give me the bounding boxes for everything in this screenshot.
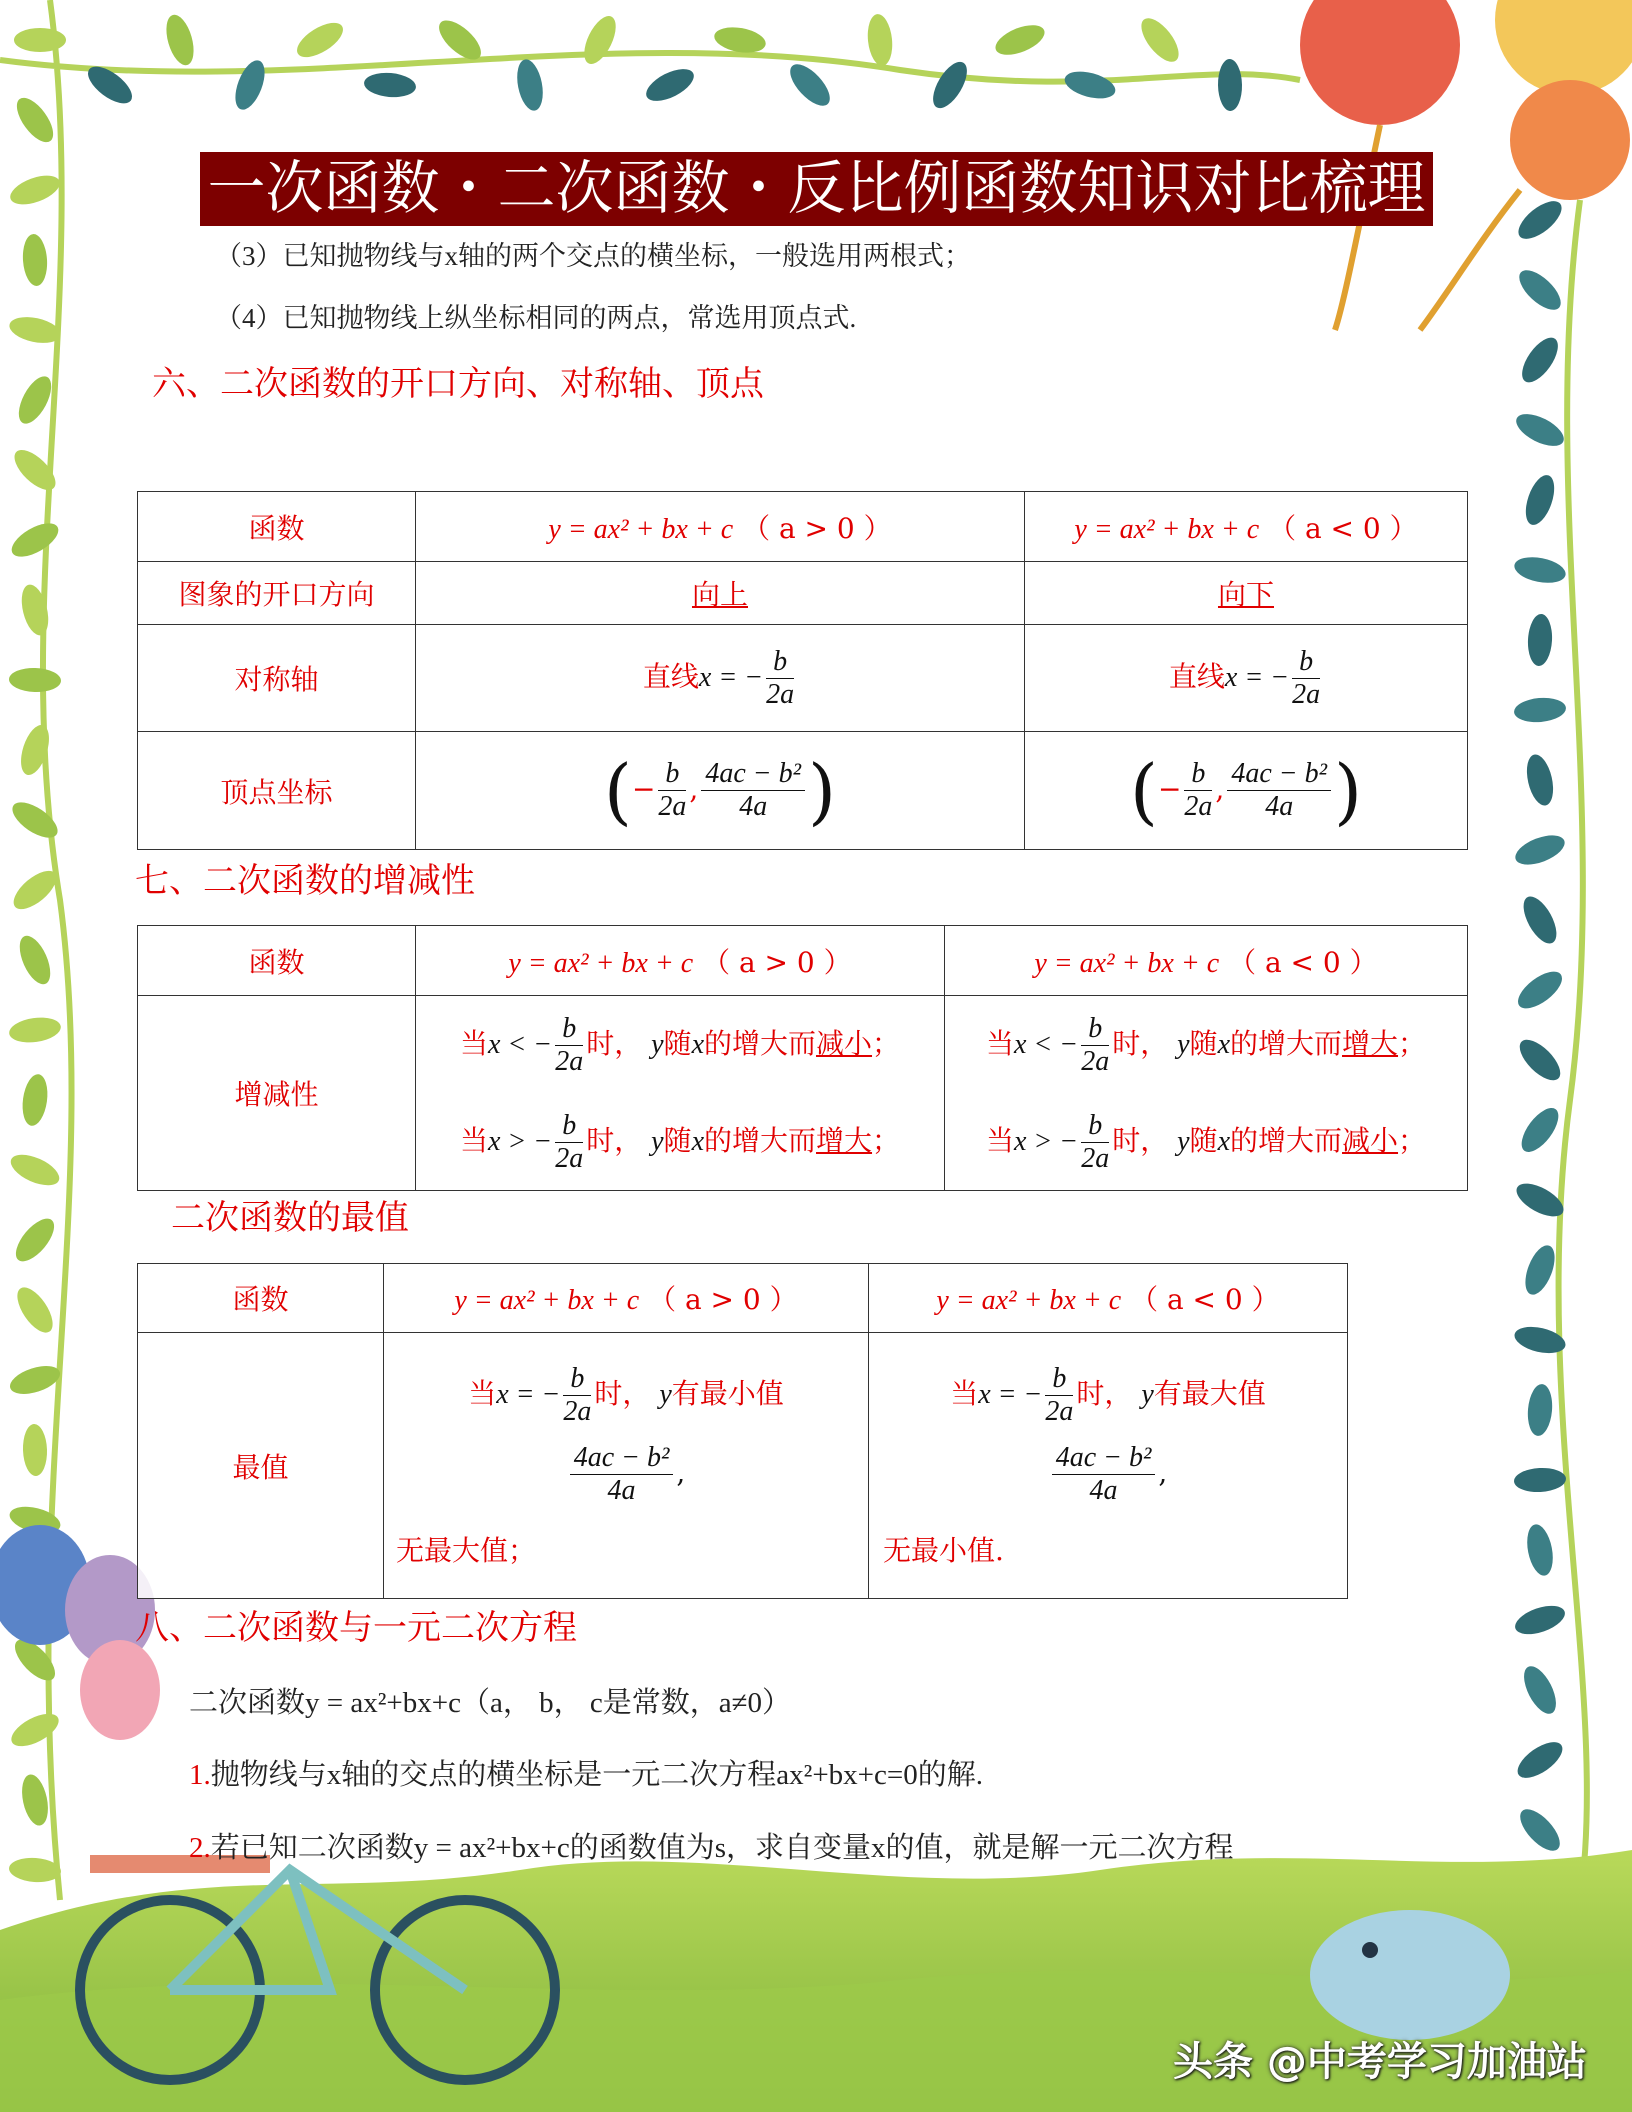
- header-formula-pos: y = ax² + bx + c （ a > 0 ）: [416, 926, 945, 996]
- section-7-heading: 七、二次函数的增减性: [135, 863, 475, 900]
- monotonic-neg: 当x < − $\frac{b}{2a}$ 时， y随x的增大而增大； 当x > − $\frac{b}{2a}$ 时， y随x的增大而减小；: [945, 996, 1468, 1191]
- leaf-decoration: [22, 1424, 48, 1477]
- table-opening-axis-vertex: [137, 491, 1468, 850]
- leaf-decoration: [21, 233, 49, 287]
- open-down: 向下: [1025, 562, 1468, 625]
- watermark: 头条 @中考学习加油站: [1173, 2039, 1587, 2085]
- leaf-decoration: [1515, 1102, 1565, 1158]
- leaf-decoration: [161, 12, 198, 69]
- leaf-decoration: [991, 19, 1048, 61]
- leaf-decoration: [292, 16, 349, 64]
- section-max-heading: 二次函数的最值: [171, 1200, 409, 1237]
- intro-line-4: （4）已知抛物线上纵坐标相同的两点，常选用顶点式.: [215, 303, 857, 333]
- header-formula-neg: y = ax² + bx + c （ a < 0 ）: [869, 1264, 1348, 1333]
- row-label: 增减性: [138, 996, 416, 1191]
- header-formula-neg: y = ax² + bx + c （ a < 0 ）: [1025, 492, 1468, 562]
- leaf-decoration: [1135, 12, 1186, 68]
- leaf-decoration: [1512, 1600, 1569, 1640]
- leaf-decoration: [6, 1148, 63, 1191]
- row-label: 对称轴: [138, 625, 416, 732]
- leaf-decoration: [1518, 1661, 1563, 1718]
- table-row: [138, 562, 1468, 625]
- leaf-decoration: [1062, 67, 1118, 104]
- section-8-item-2: 2.若已知二次函数y = ax²+bx+c的函数值为s，求自变量x的值，就是解一元二次方程: [189, 1832, 1234, 1864]
- leaf-decoration: [11, 1282, 60, 1339]
- section-8-item-1: 1.抛物线与x轴的交点的横坐标是一元二次方程ax²+bx+c=0的解.: [189, 1759, 984, 1791]
- leaf-decoration: [9, 1212, 61, 1267]
- table-row: [138, 996, 1468, 1191]
- intro-line-3: （3）已知抛物线与x轴的两个交点的横坐标，一般选用两根式；: [215, 241, 971, 271]
- bird-illustration: [1310, 1910, 1510, 2040]
- leaf-decoration: [1513, 696, 1567, 724]
- leaf-decoration: [17, 582, 53, 638]
- table-extreme-values: [137, 1263, 1348, 1599]
- extreme-neg: 当x = − $\frac{b}{2a}$ 时， y有最大值 $\frac{\text{4ac − b²}}{4a}$ , 无最小值.: [869, 1333, 1348, 1599]
- table-monotonicity: [137, 925, 1468, 1191]
- leaf-decoration: [1517, 891, 1563, 948]
- leaf-decoration: [1520, 472, 1560, 529]
- leaf-decoration: [1218, 59, 1243, 111]
- leaf-decoration: [363, 71, 417, 99]
- header-formula-pos: y = ax² + bx + c （ a > 0 ）: [384, 1264, 869, 1333]
- leaf-decoration: [1513, 1803, 1566, 1857]
- header-label: 函数: [138, 492, 416, 562]
- leaf-decoration: [926, 57, 973, 114]
- leaf-decoration: [1515, 332, 1564, 388]
- leaf-decoration: [1527, 613, 1554, 666]
- header-label: 函数: [138, 926, 416, 996]
- leaf-decoration: [13, 931, 56, 988]
- section-8-heading: 八、二次函数与一元二次方程: [135, 1610, 577, 1647]
- leaf-decoration: [7, 796, 64, 845]
- leaf-decoration: [1523, 1522, 1556, 1578]
- leaf-decoration: [578, 11, 622, 68]
- section-6-heading: 六、二次函数的开口方向、对称轴、顶点: [152, 366, 764, 403]
- table-row: [138, 732, 1468, 850]
- header-formula-pos: y = ax² + bx + c （ a > 0 ）: [416, 492, 1025, 562]
- leaf-decoration: [7, 1361, 64, 1400]
- leaf-decoration: [783, 58, 836, 112]
- axis-pos: 直线x = − $\frac{b}{2a}$: [416, 625, 1025, 732]
- header-label: 函数: [138, 1264, 384, 1333]
- leaf-decoration: [865, 13, 894, 67]
- leaf-decoration: [641, 63, 698, 108]
- vertex-neg: (− $\frac{b}{2a}$ , $\frac{\text{4ac − b²}}{4a}$ ): [1025, 732, 1468, 850]
- table-row: [138, 926, 1468, 996]
- leaf-decoration: [6, 170, 63, 210]
- table-row: [138, 492, 1468, 562]
- table-row: [138, 1264, 1348, 1333]
- leaf-decoration: [1511, 829, 1568, 870]
- leaf-decoration: [10, 92, 60, 148]
- leaf-decoration: [1513, 263, 1567, 316]
- open-up: 向上: [416, 562, 1025, 625]
- axis-neg: 直线x = − $\frac{b}{2a}$: [1025, 625, 1468, 732]
- monotonic-pos: 当x < − $\frac{b}{2a}$ 时， y随x的增大而减小； 当x > − $\frac{b}{2a}$ 时， y随x的增大而增大；: [416, 996, 945, 1191]
- section-8-intro: 二次函数y = ax²+bx+c（a， b， c是常数，a≠0）: [189, 1687, 792, 1719]
- leaf-decoration: [19, 1073, 50, 1128]
- leaf-decoration: [229, 56, 270, 113]
- leaf-decoration: [1522, 752, 1557, 808]
- row-label: 顶点坐标: [138, 732, 416, 850]
- vertex-pos: (− $\frac{b}{2a}$ , $\frac{\text{4ac − b²}}{4a}$ ): [416, 732, 1025, 850]
- leaf-decoration: [1512, 553, 1568, 586]
- leaf-decoration: [1519, 1241, 1560, 1298]
- leaf-decoration: [18, 1772, 52, 1828]
- row-label: 最值: [138, 1333, 384, 1599]
- leaf-decoration: [6, 517, 63, 564]
- leaf-decoration: [1513, 1033, 1567, 1087]
- table-row: [138, 625, 1468, 732]
- leaf-decoration: [6, 1707, 63, 1753]
- leaf-decoration: [513, 57, 546, 113]
- leaf-decoration: [1512, 965, 1568, 1015]
- leaf-decoration: [9, 667, 62, 693]
- page-title: 一次函数・二次函数・反比例函数知识对比梳理: [200, 152, 1433, 226]
- leaf-decoration: [1513, 1467, 1566, 1494]
- extreme-pos: 当x = − $\frac{b}{2a}$ 时， y有最小值 $\frac{\text{4ac − b²}}{4a}$ , 无最大值；: [384, 1333, 869, 1599]
- leaf-decoration: [1526, 1383, 1554, 1437]
- leaf-decoration: [1511, 408, 1568, 453]
- leaf-decoration: [1512, 194, 1568, 245]
- table-row: [138, 1333, 1348, 1599]
- leaf-decoration: [8, 1014, 63, 1045]
- row-label: 图象的开口方向: [138, 562, 416, 625]
- leaf-decoration: [14, 28, 66, 52]
- header-formula-neg: y = ax² + bx + c （ a < 0 ）: [945, 926, 1468, 996]
- leaf-decoration: [1512, 1735, 1568, 1784]
